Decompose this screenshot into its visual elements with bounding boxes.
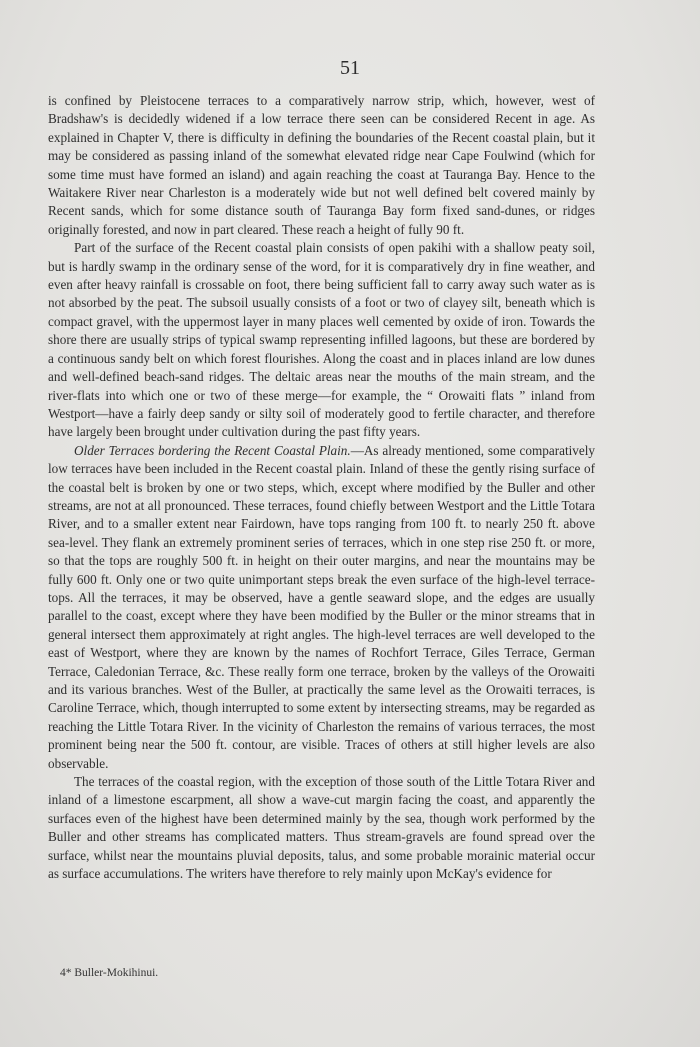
paragraph-3-text: —As already mentioned, some comparatively low terraces have been included in the Recent coastal plain. Inland of these the gently rising surface of the coastal belt is broken by one or two steps, which, except where modified by the Buller and other streams, are not at all pronounced. These terraces, found chiefly between Westport and the Little Totara River, and to a smaller extent near Fairdown, have tops ranging from 100 ft. to nearly 250 ft. above sea-level. They flank an extremely prominent series of terraces, which in one step rise 250 ft. or more, so that the tops are roughly 500 ft. in height on their outer margins, and near the mountains may be fully 600 ft. Only one or two quite unimportant steps break the even surface of the high-level terrace-tops. All the terraces, it may be observed, have a gentle seaward slope, and the edges are usually parallel to the coast, except where they have been modified by the Buller or the minor streams that in general intersect them approximately at right angles. The high-level terraces are well developed to the east of Westport, where they are known by the names of Rochfort Terrace, Giles Terrace, German Terrace, Caledonian Terrace, &c. These really form one terrace, broken by the valleys of the Orowaiti and its various branches. West of the Buller, at practically the same level as the Orowaiti terraces, is Caroline Terrace, which, though interrupted to some extent by intersecting streams, may be regarded as reaching the Little Totara River. In the vicinity of Charleston the remains of various terraces, the most prominent being near the 500 ft. contour, are visible. Traces of others at still higher levels are also observable. <box>48 442 595 771</box>
section-heading: Older Terraces bordering the Recent Coastal Plain. <box>74 442 351 458</box>
body-text <box>48 92 595 883</box>
page-number: 51 <box>340 57 360 79</box>
signature-mark: 4* Buller-Mokihinui. <box>60 967 159 979</box>
paragraph-1: is confined by Pleistocene terraces to a comparatively narrow strip, which, however, west of Bradshaw's is decidedly widened if a low terrace there seen can be considered Recent in age. As explained in Chapter V, there is difficulty in defining the boundaries of the Recent coastal plain, but it may be considered as passing inland of the somewhat elevated ridge near Cape Foulwind (which for some time must have formed an island) and again reaching the coast at Tauranga Bay. Hence to the Waitakere River near Charleston is a moderately wide but not well defined belt covered mainly by Recent sands, which for some distance south of Tauranga Bay form fixed sand-dunes, or ridges originally forested, and now in part cleared. These reach a height of fully 90 ft. <box>48 93 595 237</box>
paragraph-3 <box>48 442 595 773</box>
paragraph-2: Part of the surface of the Recent coastal plain consists of open pakihi with a shallow peaty soil, but is hardly swamp in the ordinary sense of the word, for it is comparatively dry in fine weather, and even after heavy rainfall is crossable on foot, there being sufficient fall to carry away such water as is not absorbed by the peat. The subsoil usually consists of a foot or two of clayey silt, beneath which is compact gravel, with the uppermost layer in many places well cemented by oxide of iron. Towards the shore there are usually strips of typical swamp representing infilled lagoons, but these are bordered by a continuous sandy belt on which forest flourishes. Along the coast and in places inland are low dunes and well-defined beach-sand ridges. The deltaic areas near the mouths of the main stream, and the river-flats into which one or two of these merge—for example, the “ Orowaiti flats ” inland from Westport—have a fairly deep sandy or silty soil of moderately good to fertile character, and therefore have largely been brought under cultivation during the past fifty years. <box>48 240 595 440</box>
paragraph-4: The terraces of the coastal region, with the exception of those south of the Little Totara River and inland of a limestone escarpment, all show a wave-cut margin facing the coast, and apparently the surfaces even of the highest have been determined mainly by the sea, though work performed by the Buller and other streams has complicated matters. Thus stream-gravels are found spread over the surface, whilst near the mountains pluvial deposits, talus, and some probable morainic material occur as surface accumulations. The writers have therefore to rely mainly upon McKay's evidence for <box>48 774 595 882</box>
